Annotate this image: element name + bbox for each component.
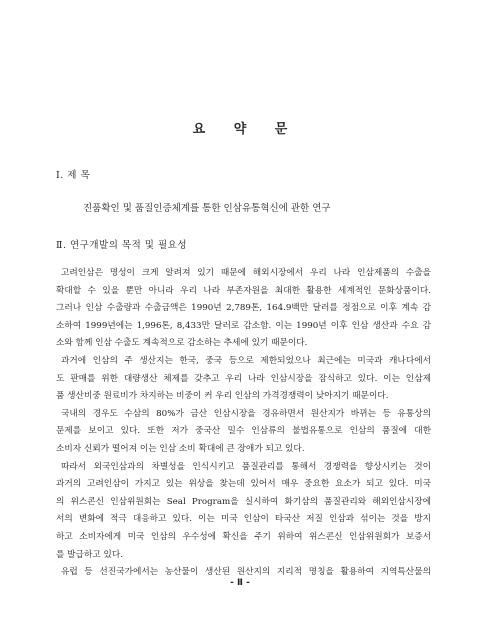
paragraph-line: 품 생산비중 원료비가 차지하는 비중이 커 우리 인삼의 가격경쟁력이 낮아지기 때문이다. — [56, 391, 389, 402]
research-subject: 진품확인 및 품질인증체계를 통한 인삼유통혁신에 관한 연구 — [83, 203, 331, 214]
paragraph-line: 그러나 인삼 수출량과 수출금액은 1990년 2,789톤, 164.9백만 달러를 정점으로 이후 계속 감 — [56, 303, 431, 314]
paragraph-line: 과거의 고려인삼이 가지고 있는 위상을 찾는데 있어서 매우 중요한 요소가 되고 있다. 미국 — [56, 479, 431, 490]
paragraph-line: 도 판매를 위한 대량생산 체제를 갖추고 우리 나라 인삼시장을 잠식하고 있다. 이는 인삼제 — [56, 373, 431, 384]
paragraph-line: 의 위스콘신 인삼위원회는 Seal Program을 실시하여 화기삼의 품질관리와 해외인삼시장에 — [56, 496, 431, 507]
paragraph-line: 따라서 외국인삼과의 차별성을 인식시키고 품질관리를 통해서 경쟁력을 향상시키는 것이 — [61, 461, 431, 472]
paragraph-line: 서의 변화에 적극 대응하고 있다. 이는 미국 인삼이 타국산 저질 인삼과 섞이는 것을 방지 — [56, 514, 431, 525]
paragraph-line: 를 발급하고 있다. — [56, 549, 124, 560]
document-title: 요 약 문 — [192, 122, 300, 137]
page-number: - Ⅱ - — [230, 578, 250, 588]
paragraph-line: 고려인삼은 명성이 크게 알려져 있기 때문에 해외시장에서 우리 나라 인삼제품의 수출을 — [61, 268, 431, 278]
paragraph-line: 소하여 1999년에는 1,996톤, 8,433만 달러로 감소함. 이는 1990년 이후 인삼 생산과 수요 감 — [56, 320, 431, 331]
paragraph-line: 소비자 신뢰가 떨어져 이는 인삼 소비 확대에 큰 장애가 되고 있다. — [56, 443, 305, 454]
paragraph-line: 유럽 등 선진국가에서는 농산물이 생산된 원산지의 지리적 명칭을 활용하여 지역특산물의 — [61, 567, 431, 578]
paragraph-line: 국내의 경우도 수삼의 80%가 금산 인삼시장을 경유하면서 원산지가 바뀌는 등 유통상의 — [61, 408, 431, 419]
paragraph-line: 하고 소비자에게 미국 인삼의 우수성에 확신을 주기 위하여 위스콘신 인삼위원회가 보증서 — [56, 531, 431, 542]
paragraph-line: 과거에 인삼의 주 생산지는 한국, 중국 등으로 제한되었으나 최근에는 미국과 캐나다에서 — [61, 355, 431, 366]
paragraph-line: 확대할 수 있을 뿐만 아니라 우리 나라 부존자원을 최대한 활용한 세계적인 문화상품이다. — [56, 285, 431, 296]
section-heading-title: Ⅰ. 제 목 — [56, 170, 91, 181]
section-heading-purpose: Ⅱ. 연구개발의 목적 및 필요성 — [56, 240, 188, 251]
paragraph-line: 문제를 보이고 있다. 또한 저가 중국산 밀수 인삼류의 불법유통으로 인삼의 품질에 대한 — [56, 426, 431, 437]
summary-body — [56, 265, 431, 582]
paragraph-line: 소와 함께 인삼 수출도 계속적으로 감소하는 추세에 있기 때문이다. — [56, 338, 308, 349]
